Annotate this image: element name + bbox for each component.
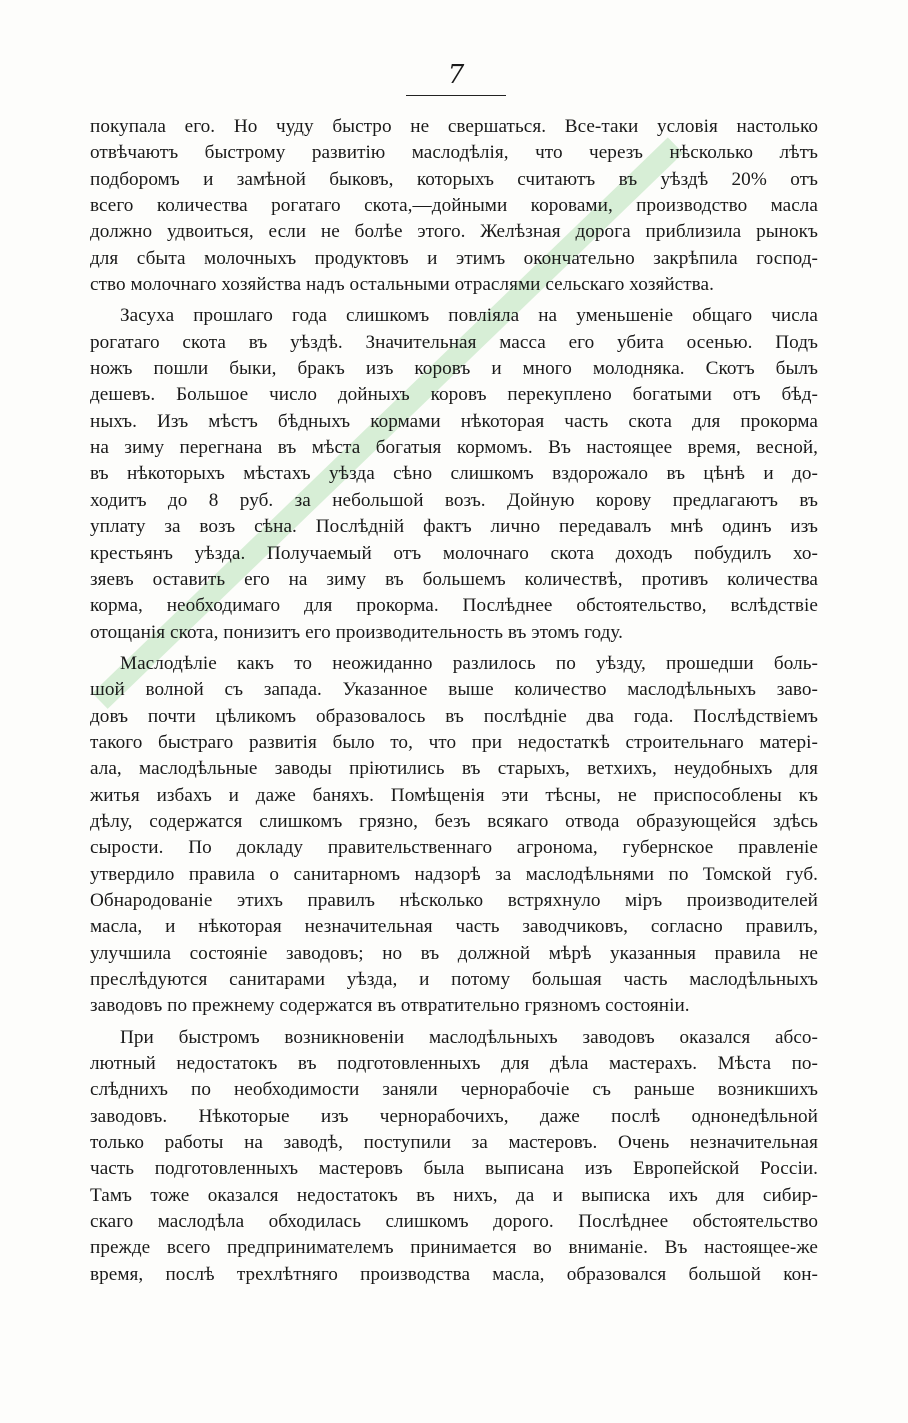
text-line: ныхъ. Изъ мѣстъ бѣдныхъ кормами нѣкоторая часть скота для прокорма bbox=[90, 410, 818, 432]
text-line: слѣднихъ по необходимости заняли чернорабочіе съ раньше возникшихъ bbox=[90, 1079, 818, 1101]
text-line: въ нѣкоторыхъ мѣстахъ уѣзда сѣно слишкомъ вздорожало въ цѣнѣ и до- bbox=[90, 463, 818, 485]
text-line: лютный недостатокъ въ подготовленныхъ для дѣла мастерахъ. Мѣста по- bbox=[90, 1053, 818, 1075]
text-line: на зиму перегнана въ мѣста богатыя кормомъ. Въ настоящее время, весной, bbox=[90, 437, 818, 459]
text-line: ала, маслодѣльные заводы пріютились въ старыхъ, ветхихъ, неудобныхъ для bbox=[90, 758, 818, 780]
text-line: уплату за возъ сѣна. Послѣдній фактъ лично передавалъ мнѣ одинъ изъ bbox=[90, 516, 818, 538]
text-line: время, послѣ трехлѣтняго производства масла, образовался большой кон- bbox=[90, 1263, 818, 1285]
text-line: ножъ пошли быки, бракъ изъ коровъ и много молодняка. Скотъ былъ bbox=[90, 358, 818, 380]
text-line: часть подготовленныхъ мастеровъ была выписана изъ Европейской Россіи. bbox=[90, 1158, 818, 1180]
text-line: шой волной съ запада. Указанное выше количество маслодѣльныхъ заво- bbox=[90, 679, 818, 701]
text-line: дешевъ. Большое число дойныхъ коровъ перекуплено богатыми отъ бѣд- bbox=[90, 384, 818, 406]
text-line: заводовъ по прежнему содержатся въ отвратительно грязномъ состояніи. bbox=[90, 995, 690, 1017]
text-line: только работы на заводѣ, поступили за мастеровъ. Очень незначительная bbox=[90, 1132, 818, 1154]
page-number-rule bbox=[406, 95, 506, 96]
text-line: Маслодѣліе какъ то неожиданно разлилось по уѣзду, прошедши боль- bbox=[120, 652, 818, 674]
body-text bbox=[90, 114, 818, 1288]
text-line: довъ почти цѣликомъ образовалось въ послѣдніе два года. Послѣдствіемъ bbox=[90, 705, 818, 727]
text-line: Обнародованіе этихъ правилъ нѣсколько встряхнуло міръ производителей bbox=[90, 889, 818, 911]
text-line: должно удвоиться, если не болѣе этого. Желѣзная дорога приблизила рынокъ bbox=[90, 221, 818, 243]
text-line: ство молочнаго хозяйства надъ остальными отраслями сельскаго хозяйства. bbox=[90, 274, 714, 296]
text-line: масла, и нѣкоторая незначительная часть заводчиковъ, согласно правилъ, bbox=[90, 916, 818, 938]
text-line: всего количества рогатаго скота,—дойными коровами, производство масла bbox=[90, 195, 818, 217]
text-line: прежде всего предпринимателемъ принимается во вниманіе. Въ настоящее-же bbox=[90, 1237, 818, 1259]
text-line: отощанія скота, понизитъ его производительность въ этомъ году. bbox=[90, 621, 623, 643]
text-line: рогатаго скота въ уѣздѣ. Значительная масса его убита осенью. Подъ bbox=[90, 331, 818, 353]
paragraph-2 bbox=[90, 303, 818, 645]
text-line: такого быстраго развитія было то, что при недостаткѣ строительнаго матері- bbox=[90, 731, 818, 753]
text-line: Тамъ тоже оказался недостатокъ въ нихъ, да и выписка ихъ для сибир- bbox=[90, 1184, 818, 1206]
text-line: улучшила состояніе заводовъ; но въ должной мѣрѣ указанныя правила не bbox=[90, 942, 818, 964]
text-line: для сбыта молочныхъ продуктовъ и этимъ окончательно закрѣпила господ- bbox=[90, 247, 818, 269]
paragraph-3 bbox=[90, 651, 818, 1020]
paragraph-4 bbox=[90, 1025, 818, 1288]
text-line: отвѣчаютъ быстрому развитію маслодѣлія, что черезъ нѣсколько лѣтъ bbox=[90, 142, 818, 164]
text-line: скаго маслодѣла обходилась слишкомъ дорого. Послѣднее обстоятельство bbox=[90, 1211, 818, 1233]
text-line: крестьянъ уѣзда. Получаемый отъ молочнаго скота доходъ побудилъ хо- bbox=[90, 542, 818, 564]
text-line: утвердило правила о санитарномъ надзорѣ за маслодѣльнями по Томской губ. bbox=[90, 863, 818, 885]
paragraph-1 bbox=[90, 114, 818, 298]
text-line: преслѣдуются санитарами уѣзда, и потому большая часть маслодѣльныхъ bbox=[90, 969, 818, 990]
text-line: При быстромъ возникновеніи маслодѣльныхъ заводовъ оказался абсо- bbox=[120, 1026, 818, 1048]
text-line: подборомъ и замѣной быковъ, которыхъ считаютъ въ уѣздѣ 20% отъ bbox=[90, 168, 818, 190]
text-line: корма, необходимаго для прокорма. Послѣднее обстоятельство, вслѣдствіе bbox=[90, 595, 818, 617]
text-line: заводовъ. Нѣкоторые изъ чернорабочихъ, даже послѣ однонедѣльной bbox=[90, 1105, 818, 1127]
text-line: ходитъ до 8 руб. за небольшой возъ. Дойную корову предлагаютъ въ bbox=[90, 489, 818, 511]
text-line: покупала его. Но чуду быстро не свершаться. Все-таки условія настолько bbox=[90, 116, 818, 137]
text-line: сырости. По докладу правительственнаго агронома, губернское правленіе bbox=[90, 837, 818, 859]
text-line: Засуха прошлаго года слишкомъ повліяла на уменьшеніе общаго числа bbox=[120, 305, 818, 327]
text-line: житья избахъ и даже баняхъ. Помѣщенія эти тѣсны, не приспособлены къ bbox=[90, 784, 818, 806]
text-line: зяевъ оставить его на зиму въ большемъ количествѣ, противъ количества bbox=[90, 568, 818, 590]
text-line: дѣлу, содержатся слишкомъ грязно, безъ всякаго отвода образующейся здѣсь bbox=[90, 810, 818, 832]
page-number: 7 bbox=[447, 60, 465, 90]
